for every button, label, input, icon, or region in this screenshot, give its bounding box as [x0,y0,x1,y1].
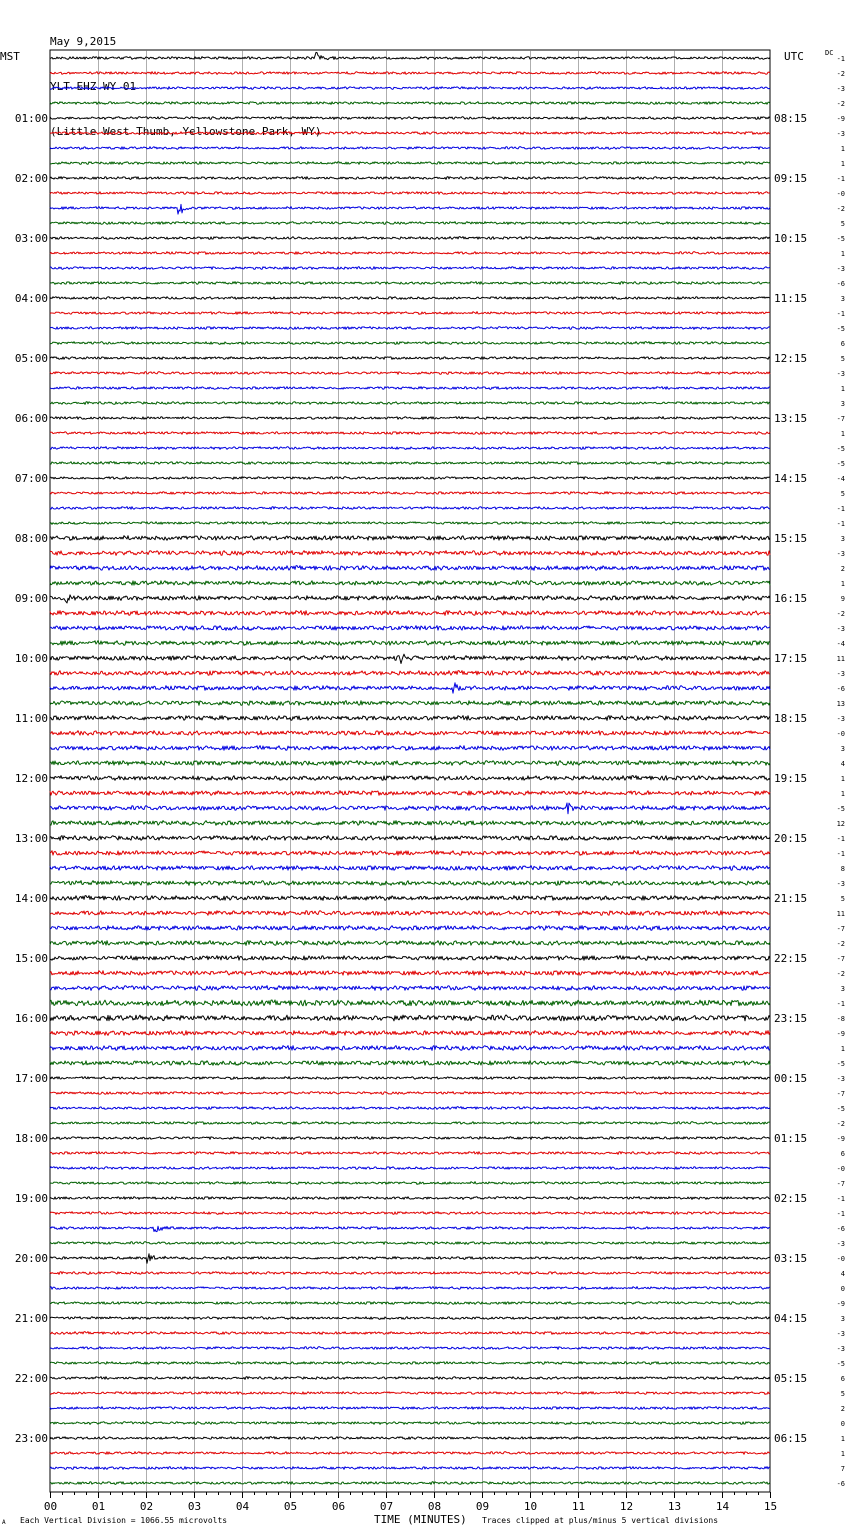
utc-hour-label: 08:15 [774,112,808,125]
trace-11 [50,222,770,225]
trace-73 [50,1152,770,1155]
dc-offset-label: -7 [836,1180,845,1188]
trace-24 [50,417,770,420]
dc-offset-label: -3 [836,1240,845,1248]
trace-5 [50,132,770,135]
trace-36 [50,595,770,603]
dc-offset-label: 5 [840,355,845,363]
trace-80 [50,1254,770,1264]
utc-hour-label: 03:15 [774,1252,808,1265]
dc-offset-label: -4 [836,640,845,648]
trace-83 [50,1302,770,1305]
dc-offset-label: 1 [840,775,845,783]
mst-hour-label: 03:00 [14,232,48,245]
trace-4 [50,117,770,120]
dc-offset-label: 5 [840,1390,845,1398]
dc-offset-label: 8 [840,865,845,873]
trace-51 [50,821,770,826]
trace-82 [50,1287,770,1290]
dc-offset-label: -5 [836,445,845,453]
dc-offset-label: 6 [840,340,845,348]
x-tick-label: 15 [763,1500,778,1513]
x-tick-label: 02 [139,1500,154,1513]
trace-28 [50,477,770,480]
trace-52 [50,836,770,841]
dc-offset-label: 3 [840,295,845,303]
dc-offset-label: 6 [840,1150,845,1158]
dc-offset-label: 11 [836,655,845,663]
trace-71 [50,1122,770,1125]
dc-offset-label: -1 [836,310,845,318]
trace-47 [50,761,770,766]
trace-12 [50,237,770,240]
mst-hour-label: 07:00 [14,472,48,485]
x-tick-label: 10 [523,1500,538,1513]
dc-offset-label: -5 [836,235,845,243]
dc-offset-label: 1 [840,1450,845,1458]
trace-23 [50,402,770,405]
dc-offset-label: -0 [836,1165,845,1173]
scale-text: Each Vertical Division = 1066.55 microvolts [20,1516,228,1525]
mst-hour-label: 17:00 [14,1072,48,1085]
trace-17 [50,312,770,315]
dc-offset-label: 1 [840,145,845,153]
dc-offset-label: -2 [836,205,845,213]
mst-hour-label: 16:00 [14,1012,48,1025]
dc-offset-label: -5 [836,325,845,333]
trace-58 [50,926,770,931]
left-axis-label: MST [0,50,20,63]
location-label: (Little West Thumb, Yellowstone Park, WY) [50,125,322,138]
trace-44 [50,716,770,721]
trace-21 [50,372,770,375]
plot-frame [50,50,770,1492]
dc-offset-label: 1 [840,160,845,168]
dc-offset-label: 1 [840,250,845,258]
utc-hour-label: 05:15 [774,1372,808,1385]
trace-2 [50,87,770,90]
utc-hour-label: 20:15 [774,832,808,845]
dc-offset-label: -3 [836,265,845,273]
dc-offset-label: -2 [836,70,845,78]
trace-20 [50,357,770,360]
dc-offset-label: 3 [840,1315,845,1323]
trace-65 [50,1031,770,1036]
trace-7 [50,162,770,165]
dc-offset-label: -1 [836,520,845,528]
dc-offset-label: -6 [836,1225,845,1233]
trace-66 [50,1046,770,1051]
utc-hour-label: 18:15 [774,712,808,725]
trace-32 [50,536,770,541]
mst-hour-label: 14:00 [14,892,48,905]
mst-hour-label: 15:00 [14,952,48,965]
dc-offset-label: 4 [840,1270,845,1278]
dc-offset-label: -0 [836,190,845,198]
utc-hour-label: 11:15 [774,292,808,305]
utc-hour-label: 12:15 [774,352,808,365]
mst-hour-label: 09:00 [14,592,48,605]
trace-89 [50,1392,770,1395]
dc-offset-label: -3 [836,130,845,138]
utc-hour-label: 16:15 [774,592,808,605]
trace-57 [50,911,770,916]
dc-offset-label: -1 [836,850,845,858]
trace-27 [50,462,770,465]
dc-offset-label: -9 [836,1135,845,1143]
dc-offset-label: -1 [836,1210,845,1218]
mst-hour-label: 05:00 [14,352,48,365]
dc-offset-label: -0 [836,730,845,738]
dc-offset-label: -6 [836,1480,845,1488]
dc-offset-label: -9 [836,1030,845,1038]
dc-offset-label: 1 [840,1435,845,1443]
dc-offset-label: -4 [836,475,845,483]
dc-offset-label: 1 [840,1045,845,1053]
utc-hour-label: 14:15 [774,472,808,485]
trace-0 [50,52,770,59]
utc-hour-label: 04:15 [774,1312,808,1325]
trace-25 [50,432,770,435]
mst-hour-label: 01:00 [14,112,48,125]
dc-offset-label: 11 [836,910,845,918]
trace-54 [50,866,770,871]
dc-offset-label: -7 [836,1090,845,1098]
x-tick-label: 09 [475,1500,490,1513]
trace-69 [50,1092,770,1095]
trace-22 [50,387,770,390]
dc-offset-label: 0 [840,1285,845,1293]
trace-60 [50,956,770,961]
dc-offset-label: 1 [840,385,845,393]
trace-43 [50,701,770,706]
dc-offset-label: -5 [836,805,845,813]
trace-26 [50,447,770,450]
trace-41 [50,671,770,676]
x-tick-label: 01 [91,1500,106,1513]
dc-offset-label: -1 [836,1000,845,1008]
trace-88 [50,1377,770,1380]
utc-hour-label: 02:15 [774,1192,808,1205]
dc-offset-label: -1 [836,175,845,183]
dc-offset-label: 3 [840,985,845,993]
dc-label: DC [825,49,834,57]
mst-hour-label: 02:00 [14,172,48,185]
trace-85 [50,1332,770,1335]
trace-70 [50,1107,770,1110]
trace-19 [50,342,770,345]
mst-hour-label: 10:00 [14,652,48,665]
dc-offset-label: -2 [836,610,845,618]
trace-91 [50,1422,770,1425]
trace-81 [50,1272,770,1275]
dc-offset-label: -3 [836,880,845,888]
mst-hour-label: 13:00 [14,832,48,845]
trace-33 [50,551,770,556]
x-tick-label: 13 [667,1500,682,1513]
right-axis-label: UTC [784,50,804,63]
dc-offset-label: -5 [836,1105,845,1113]
x-tick-label: 08 [427,1500,442,1513]
x-tick-label: 14 [715,1500,730,1513]
trace-30 [50,507,770,510]
trace-16 [50,297,770,300]
dc-offset-label: 2 [840,1405,845,1413]
trace-75 [50,1182,770,1185]
x-tick-label: 04 [235,1500,250,1513]
trace-13 [50,252,770,255]
x-tick-label: 05 [283,1500,298,1513]
trace-92 [50,1437,770,1440]
trace-9 [50,192,770,195]
utc-hour-label: 06:15 [774,1432,808,1445]
dc-offset-label: 13 [836,700,845,708]
dc-offset-label: -2 [836,100,845,108]
trace-3 [50,102,770,105]
utc-hour-label: 15:15 [774,532,808,545]
trace-31 [50,522,770,525]
utc-hour-label: 22:15 [774,952,808,965]
dc-offset-label: 1 [840,430,845,438]
dc-offset-label: -2 [836,1120,845,1128]
trace-87 [50,1362,770,1365]
utc-hour-label: 10:15 [774,232,808,245]
utc-hour-label: 21:15 [774,892,808,905]
traces [50,52,770,1484]
dc-offset-label: -5 [836,1060,845,1068]
trace-15 [50,282,770,285]
x-tick-label: 06 [331,1500,346,1513]
trace-72 [50,1137,770,1140]
dc-offset-label: -3 [836,1345,845,1353]
dc-offset-label: 5 [840,490,845,498]
mst-hour-label: 12:00 [14,772,48,785]
dc-offset-label: -7 [836,955,845,963]
station-label: YLT EHZ WY 01 [50,80,137,93]
trace-68 [50,1077,770,1080]
dc-offset-label: -6 [836,685,845,693]
dc-offset-label: -5 [836,460,845,468]
trace-38 [50,626,770,631]
trace-79 [50,1242,770,1245]
dc-offset-label: -8 [836,1015,845,1023]
dc-offset-label: -3 [836,1075,845,1083]
trace-78 [50,1226,770,1231]
trace-42 [50,683,770,693]
trace-86 [50,1347,770,1350]
dc-offset-label: -1 [836,55,845,63]
mst-hour-label: 18:00 [14,1132,48,1145]
trace-6 [50,147,770,150]
dc-offset-label: 7 [840,1465,845,1473]
trace-94 [50,1467,770,1470]
trace-45 [50,731,770,736]
dc-offset-label: -3 [836,670,845,678]
mst-hour-label: 21:00 [14,1312,48,1325]
mst-hour-label: 06:00 [14,412,48,425]
trace-59 [50,941,770,946]
dc-offset-label: -3 [836,715,845,723]
mst-hour-label: 11:00 [14,712,48,725]
dc-offset-label: 5 [840,895,845,903]
trace-76 [50,1197,770,1200]
dc-offset-label: -1 [836,505,845,513]
dc-offset-label: -7 [836,925,845,933]
trace-48 [50,776,770,781]
trace-63 [50,1000,770,1006]
dc-offset-label: -6 [836,280,845,288]
date-label: May 9,2015 [50,35,117,48]
dc-offset-label: 1 [840,580,845,588]
dc-offset-label: -7 [836,415,845,423]
dc-offset-label: 0 [840,1420,845,1428]
trace-74 [50,1167,770,1170]
trace-93 [50,1452,770,1455]
trace-39 [50,641,770,646]
x-axis-label: TIME (MINUTES) [374,1513,467,1526]
mst-hour-label: 08:00 [14,532,48,545]
corner-mark: A [2,1519,6,1526]
mst-hour-label: 20:00 [14,1252,48,1265]
dc-offset-label: 6 [840,1375,845,1383]
dc-offset-label: -3 [836,370,845,378]
trace-64 [50,1015,770,1021]
trace-90 [50,1407,770,1410]
dc-offset-label: -9 [836,115,845,123]
x-tick-label: 00 [43,1500,58,1513]
dc-offset-label: 3 [840,535,845,543]
utc-hour-label: 23:15 [774,1012,808,1025]
trace-29 [50,492,770,495]
trace-14 [50,267,770,270]
trace-1 [50,72,770,75]
trace-77 [50,1212,770,1215]
trace-50 [50,803,770,814]
dc-offset-label: -5 [836,1360,845,1368]
utc-hour-label: 17:15 [774,652,808,665]
trace-56 [50,896,770,901]
x-tick-label: 03 [187,1500,202,1513]
dc-offset-label: 2 [840,565,845,573]
dc-offset-label: 9 [840,595,845,603]
mst-hour-label: 19:00 [14,1192,48,1205]
trace-49 [50,791,770,796]
trace-62 [50,986,770,991]
dc-offset-label: -3 [836,85,845,93]
trace-67 [50,1061,770,1066]
dc-offset-label: -9 [836,1300,845,1308]
clip-text: Traces clipped at plus/minus 5 vertical divisions [482,1516,719,1525]
trace-40 [50,654,770,663]
trace-34 [50,566,770,571]
dc-offset-label: -3 [836,625,845,633]
utc-hour-label: 09:15 [774,172,808,185]
dc-offset-label: 12 [836,820,845,828]
trace-37 [50,611,770,616]
mst-hour-label: 04:00 [14,292,48,305]
trace-55 [50,881,770,886]
trace-61 [50,971,770,976]
dc-offset-label: -2 [836,970,845,978]
x-tick-label: 07 [379,1500,394,1513]
utc-hour-label: 01:15 [774,1132,808,1145]
x-tick-label: 12 [619,1500,634,1513]
trace-84 [50,1317,770,1320]
trace-35 [50,581,770,586]
dc-offset-label: -0 [836,1255,845,1263]
dc-offset-label: 3 [840,400,845,408]
trace-53 [50,851,770,856]
dc-offset-label: 3 [840,745,845,753]
utc-hour-label: 00:15 [774,1072,808,1085]
dc-offset-label: -1 [836,1195,845,1203]
dc-offset-label: -3 [836,1330,845,1338]
dc-offset-label: 4 [840,760,845,768]
trace-18 [50,327,770,330]
mst-hour-label: 23:00 [14,1432,48,1445]
trace-10 [50,204,770,214]
dc-offset-label: -2 [836,940,845,948]
x-tick-label: 11 [571,1500,586,1513]
trace-95 [50,1482,770,1485]
trace-46 [50,746,770,751]
trace-8 [50,177,770,180]
utc-hour-label: 19:15 [774,772,808,785]
dc-offset-label: -1 [836,835,845,843]
dc-offset-label: 5 [840,220,845,228]
utc-hour-label: 13:15 [774,412,808,425]
dc-offset-label: 1 [840,790,845,798]
dc-offset-label: -3 [836,550,845,558]
mst-hour-label: 22:00 [14,1372,48,1385]
